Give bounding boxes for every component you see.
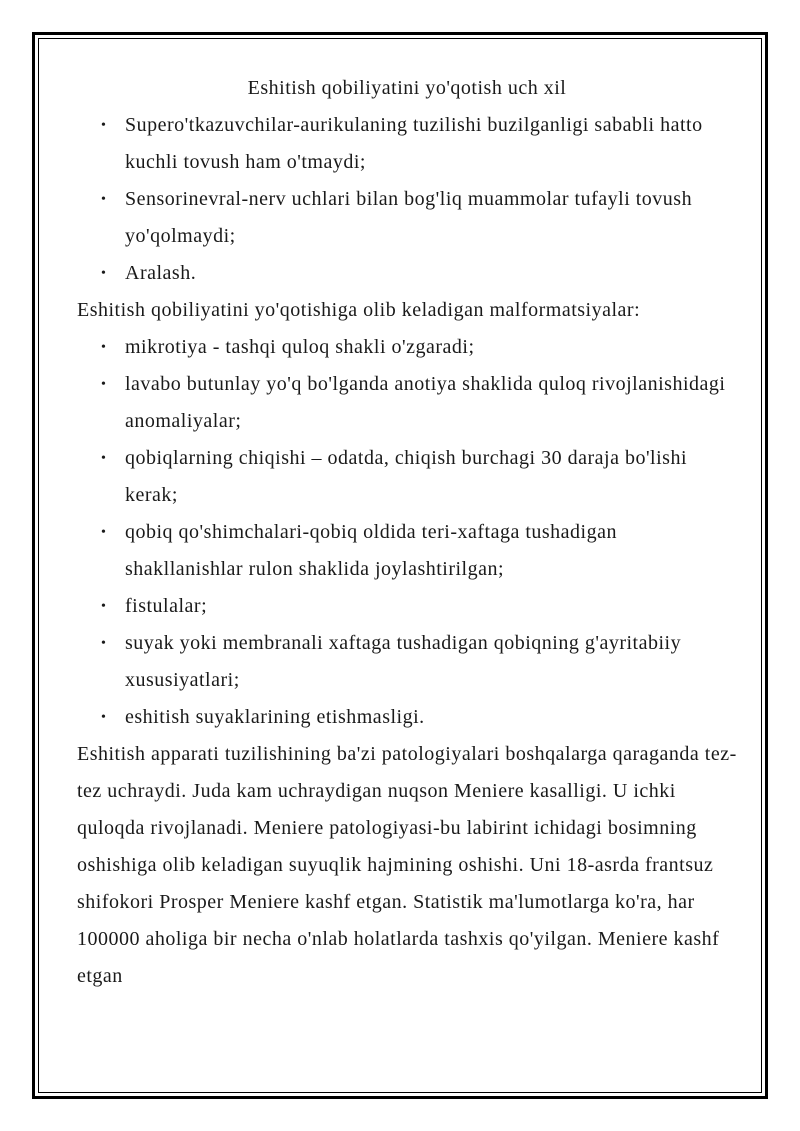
malformations-heading: Eshitish qobiliyatini yo'qotishiga olib keladigan malformatsiyalar: bbox=[77, 299, 641, 321]
list-item: • mikrotiya - tashqi quloq shakli o'zgaradi; bbox=[125, 329, 737, 366]
list-item: • suyak yoki membranali xaftaga tushadigan qobiqning g'ayritabiiy xususiyatlari; bbox=[125, 625, 737, 699]
document-body bbox=[77, 70, 737, 995]
list-item: • lavabo butunlay yo'q bo'lganda anotiya shaklida quloq rivojlanishidagi anomaliyalar; bbox=[125, 366, 737, 440]
list-item: • qobiqlarning chiqishi – odatda, chiqish burchagi 30 daraja bo'lishi kerak; bbox=[125, 440, 737, 514]
hearing-loss-types-list bbox=[77, 107, 737, 292]
section-title: Eshitish qobiliyatini yo'qotish uch xil bbox=[247, 77, 567, 99]
list-item: • Aralash. bbox=[125, 255, 737, 292]
malformations-list bbox=[77, 329, 737, 736]
list-item: • Supero'tkazuvchilar-aurikulaning tuzilishi buzilganligi sababli hatto kuchli tovush ham o'tmaydi; bbox=[125, 107, 737, 181]
list-item: • Sensorinevral-nerv uchlari bilan bog'liq muammolar tufayli tovush yo'qolmaydi; bbox=[125, 181, 737, 255]
list-item: • qobiq qo'shimchalari-qobiq oldida teri-xaftaga tushadigan shakllanishlar rulon shaklida joylashtirilgan; bbox=[125, 514, 737, 588]
list-item: • fistulalar; bbox=[125, 588, 737, 625]
list-item: • eshitish suyaklarining etishmasligi. bbox=[125, 699, 737, 736]
body-paragraph: Eshitish apparati tuzilishining ba'zi patologiyalari boshqalarga qaraganda tez-tez uchraydi. Juda kam uchraydigan nuqson Meniere kasalligi. U ichki quloqda rivojlanadi. Meniere patologiyasi-bu labirint ichidagi bosimning oshishiga olib keladigan suyuqlik hajmining oshishi. Uni 18-asrda frantsuz shifokori Prosper Meniere kashf etgan. Statistik ma'lumotlarga ko'ra, har 100000 aholiga bir necha o'nlab holatlarda tashxis qo'yilgan. Meniere kashf etgan bbox=[77, 743, 737, 987]
